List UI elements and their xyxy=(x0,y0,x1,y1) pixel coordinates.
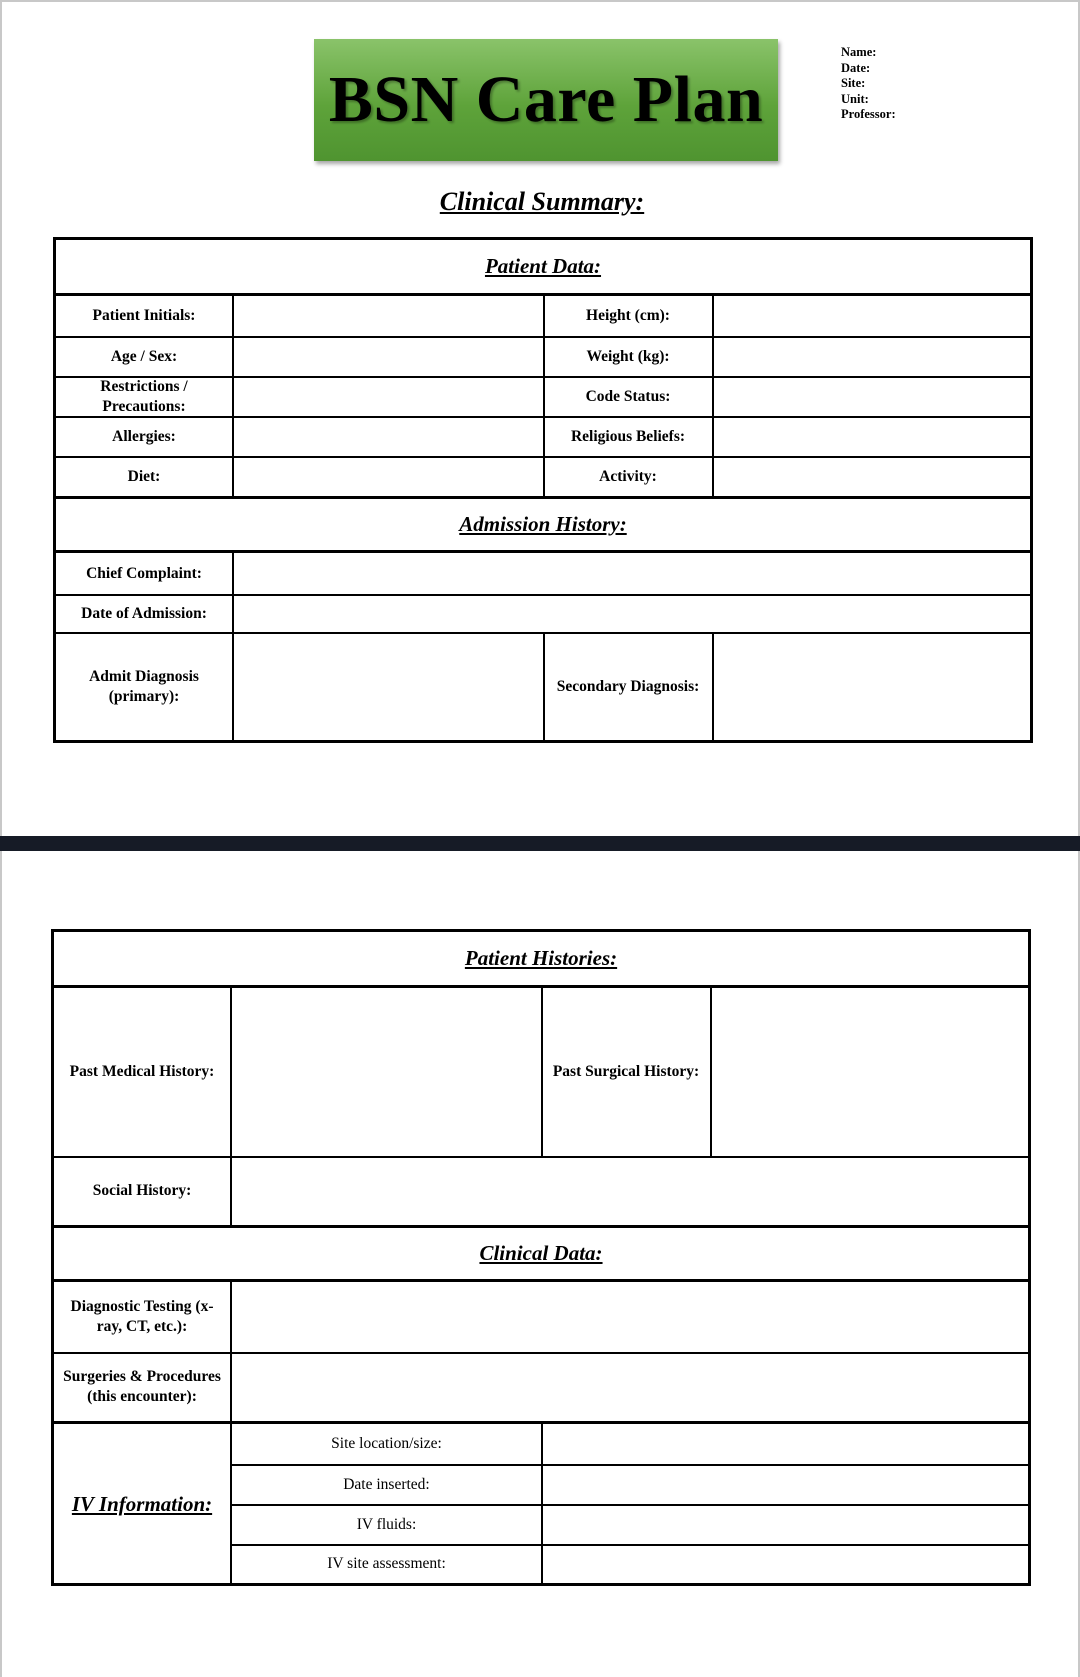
clinical-summary-title: Clinical Summary: xyxy=(439,187,645,216)
secondary-diagnosis-label: Secondary Diagnosis: xyxy=(556,677,700,695)
diet-field[interactable] xyxy=(234,457,543,496)
past-medical-history-label: Past Medical History: xyxy=(69,1063,215,1080)
name-label: Name: xyxy=(841,45,877,59)
iv-date-inserted-label: Date inserted: xyxy=(343,1475,430,1493)
date-of-admission-label: Date of Admission: xyxy=(81,604,207,622)
age-sex-label: Age / Sex: xyxy=(110,347,178,365)
activity-label: Activity: xyxy=(599,467,657,485)
patient-histories-heading: Patient Histories: xyxy=(464,946,618,970)
student-info-block xyxy=(841,45,896,123)
code-status-field[interactable] xyxy=(714,377,1030,416)
iv-site-assessment-label: IV site assessment: xyxy=(327,1555,446,1572)
title-banner xyxy=(314,39,778,161)
iv-date-inserted-field[interactable] xyxy=(543,1465,1028,1504)
surgeries-procedures-label: Surgeries & Procedures (this encounter): xyxy=(63,1368,221,1405)
date-of-admission-field[interactable] xyxy=(234,595,1030,632)
code-status-label: Code Status: xyxy=(585,387,671,405)
page-title: BSN Care Plan xyxy=(328,63,764,136)
social-history-field[interactable] xyxy=(232,1157,1028,1225)
diagnostic-testing-label: Diagnostic Testing (x-ray, CT, etc.): xyxy=(70,1298,214,1335)
admit-diagnosis-field[interactable] xyxy=(234,633,543,740)
patient-histories-form xyxy=(51,929,1031,1586)
patient-initials-field[interactable] xyxy=(234,296,543,336)
patient-initials-label: Patient Initials: xyxy=(92,307,196,324)
weight-label: Weight (kg): xyxy=(586,347,670,365)
past-medical-history-field[interactable] xyxy=(232,988,541,1156)
age-sex-field[interactable] xyxy=(234,337,543,376)
iv-fluids-label: IV fluids: xyxy=(356,1515,417,1533)
iv-site-location-field[interactable] xyxy=(543,1424,1028,1464)
diet-label: Diet: xyxy=(127,467,161,485)
allergies-field[interactable] xyxy=(234,417,543,456)
page-separator xyxy=(0,836,1080,851)
secondary-diagnosis-field[interactable] xyxy=(714,633,1030,740)
height-field[interactable] xyxy=(714,296,1030,336)
past-surgical-history-field[interactable] xyxy=(712,988,1028,1156)
height-label: Height (cm): xyxy=(586,307,670,324)
past-surgical-history-label: Past Surgical History: xyxy=(552,1063,700,1080)
social-history-label: Social History: xyxy=(92,1182,192,1199)
professor-label: Professor: xyxy=(841,107,896,122)
clinical-data-heading: Clinical Data: xyxy=(479,1241,603,1265)
religious-beliefs-field[interactable] xyxy=(714,417,1030,456)
religious-beliefs-label: Religious Beliefs: xyxy=(570,427,686,445)
activity-field[interactable] xyxy=(714,457,1030,496)
admit-diagnosis-label: Admit Diagnosis (primary): xyxy=(89,667,199,705)
unit-label: Unit: xyxy=(841,91,869,106)
site-label: Site: xyxy=(841,76,866,91)
form-page-1 xyxy=(0,0,1080,836)
patient-data-heading: Patient Data: xyxy=(484,254,602,278)
chief-complaint-field[interactable] xyxy=(234,553,1030,594)
surgeries-procedures-field[interactable] xyxy=(232,1353,1028,1421)
restrictions-label: Restrictions / Precautions: xyxy=(100,377,188,415)
iv-information-label: IV Information: xyxy=(71,1491,213,1516)
iv-site-location-label: Site location/size: xyxy=(331,1435,442,1452)
date-label: Date: xyxy=(841,60,871,75)
iv-fluids-field[interactable] xyxy=(543,1505,1028,1544)
admission-history-heading: Admission History: xyxy=(459,512,627,536)
iv-site-assessment-field[interactable] xyxy=(543,1545,1028,1583)
weight-field[interactable] xyxy=(714,337,1030,376)
restrictions-field[interactable] xyxy=(234,377,543,416)
diagnostic-testing-field[interactable] xyxy=(232,1282,1028,1352)
chief-complaint-label: Chief Complaint: xyxy=(86,564,202,582)
allergies-label: Allergies: xyxy=(112,427,176,445)
clinical-summary-form xyxy=(53,237,1033,743)
